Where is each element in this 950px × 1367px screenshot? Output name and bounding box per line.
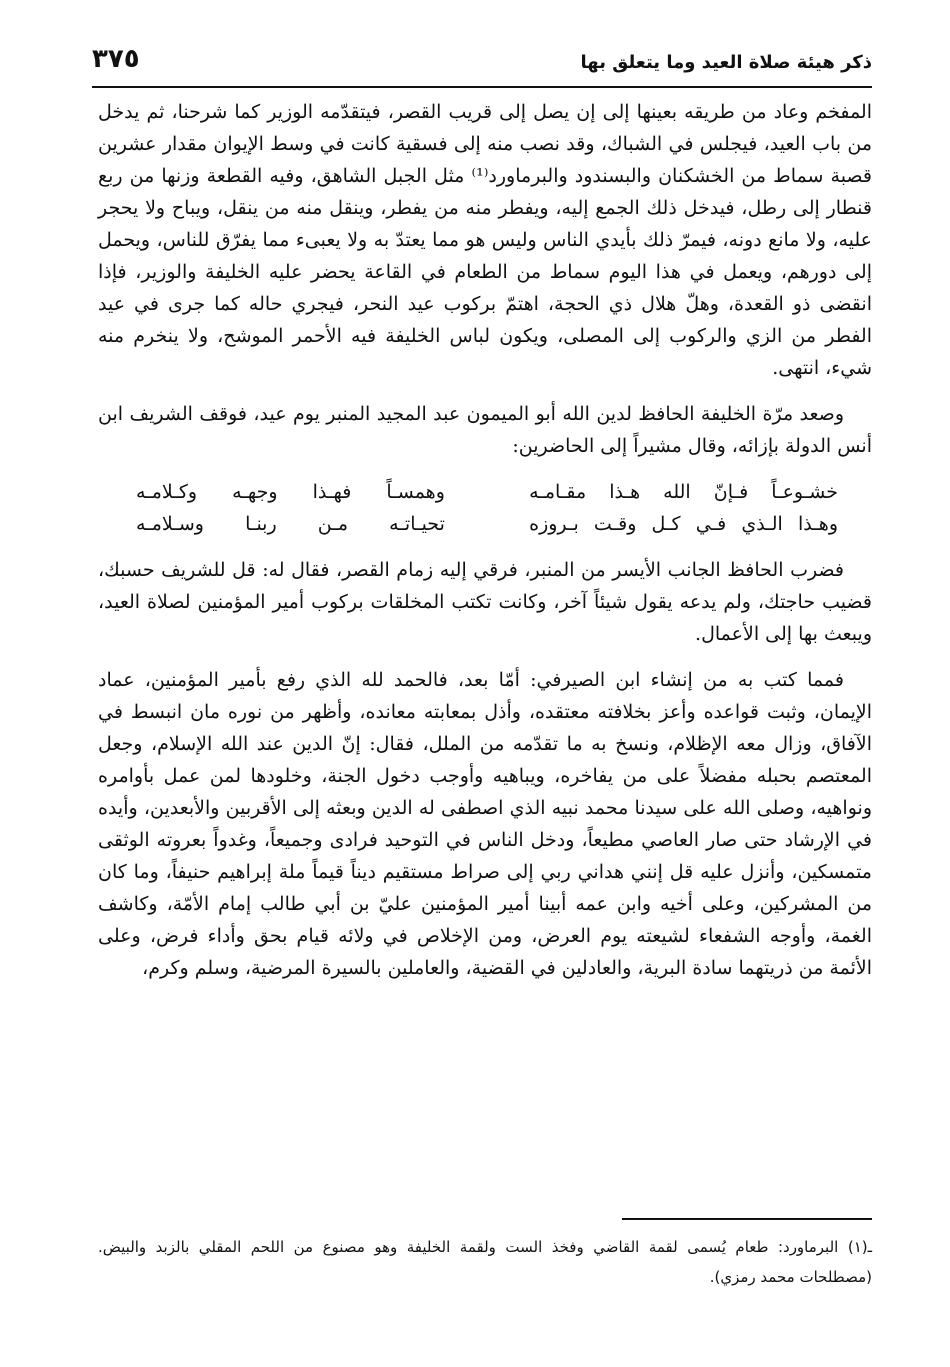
poem-verses [98, 476, 872, 540]
verse-second-hemistich: تحيـاتـه مـن ربنـا وسـلامـه [136, 513, 445, 535]
page-number: ٣٧٥ [92, 44, 140, 74]
paragraph-2: وصعد مرّة الخليفة الحافظ لدين الله أبو الميمون عبد المجيد المنبر يوم عيد، فوقف الشريف ابن أنس الدولة بإزائه، وقال مشيراً إلى الحاضرين: [98, 403, 872, 457]
verse-first-hemistich: وهـذا الـذي فـي كـل وقـت بـروزه [529, 513, 838, 535]
running-title: ذكر هيئة صلاة العيد وما يتعلق بها [580, 52, 872, 73]
paragraph-4: فمما كتب به من إنشاء ابن الصيرفي: أمّا بعد، فالحمد لله الذي رفع بأمير المؤمنين، عماد الإيمان، وثبت قواعده وأعز بخلافته معتقده، وأذل بمعابته معانده، وأظهر من نوره مان انبسط في الآفاق، وزال معه الإظلام، ونسخ به ما تقدّمه من الملل، فقال: إنّ الدين عند الله الإسلام، وجعل المعتصم بحبله مفضلاً على من يفاخره، ويباهيه وأوجب دخول الجنة، وخلودها لمن عمل بأوامره ونواهيه، وصلى الله على سيدنا محمد نبيه الذي اصطفى له الدين وبعثه إلى الأقربين والأبعدين، وأيده في الإرشاد حتى صار العاصي مطيعاً، ودخل الناس في التوحيد فرادى وجميعاً، وغدواً بعروته الوثقى متمسكين، وأنزل عليه قل إنني هداني ربي إلى صراط مستقيم ديناً قيماً ملة إبراهيم حنيفاً، وما كان من المشركين، وعلى أخيه وابن عمه أبينا أمير المؤمنين عليّ بن أبي طالب إمام الأمّة، وكاشف الغمة، وأوجه الشفعاء لشيعته يوم العرض، ومن الإخلاص في ولائه قيام بحق وأداء فرض، وعلى الأئمة من ذريتهما سادة البرية، والعادلين في القضية، والعاملين بالسيرة المرضية، وسلم وكرم، [98, 669, 872, 979]
paragraph-1: المفخم وعاد من طريقه بعينها إلى إن يصل إلى قريب القصر، فيتقدّمه الوزير كما شرحنا، ثم يدخل من باب العيد، فيجلس في الشباك، وقد نصب منه إلى فسقية كانت في وسط الإيوان مقدار عشرين قصبة سماط من الخشكنان والبسندود والبرماورد⁽¹⁾ مثل الجبل الشاهق، وفيه القطعة وزنها من ربع قنطار إلى رطل، فيدخل ذلك الجمع إليه، ويفطر منه من يفطر، وينقل منه من ينقل، ويباح ولا يحجر عليه، ولا مانع دونه، فيمرّ ذلك بأيدي الناس وليس هو مما يعتدّ به ولا يعبىء مما يفرّق للناس، ويحمل إلى دورهم، ويعمل في هذا اليوم سماط من الطعام في القاعة يحضر عليه الخليفة والوزير، فإذا انقضى ذو القعدة، وهلّ هلال ذي الحجة، اهتمّ بركوب عيد النحر، فيجري حاله كما جرى في عيد الفطر من الزي والركوب إلى المصلى، ويكون لباس الخليفة فيه الأحمر الموشح، ولا ينخرم منه شيء، انتهى. [98, 101, 872, 379]
verse-first-hemistich: خشـوعـاً فـإنّ الله هـذا مقـامـه [529, 481, 838, 503]
page-header [92, 40, 872, 88]
verse-line [98, 476, 872, 508]
paragraph-3: فضرب الحافظ الجانب الأيسر من المنبر، فرقي إليه زمام القصر، فقال له: قل للشريف حسبك، قضيب حاجتك، ولم يدعه يقول شيئاً آخر، وكانت تكتب المخلقات بركوب أمير المؤمنين لصلاة العيد، ويبعث بها إلى الأعمال. [98, 559, 872, 645]
footnote: ـ(١) البرماورد: طعام يُسمى لقمة القاضي وفخذ الست ولقمة الخليفة وهو مصنوع من اللحم المقلي بالزبد والبيض. (مصطلحات محمد رمزي). [98, 1238, 872, 1286]
verse-line [98, 508, 872, 540]
footnote-divider [622, 1218, 872, 1220]
verse-second-hemistich: وهمسـاً فهـذا وجهـه وكـلامـه [136, 481, 445, 503]
main-text [98, 96, 872, 998]
